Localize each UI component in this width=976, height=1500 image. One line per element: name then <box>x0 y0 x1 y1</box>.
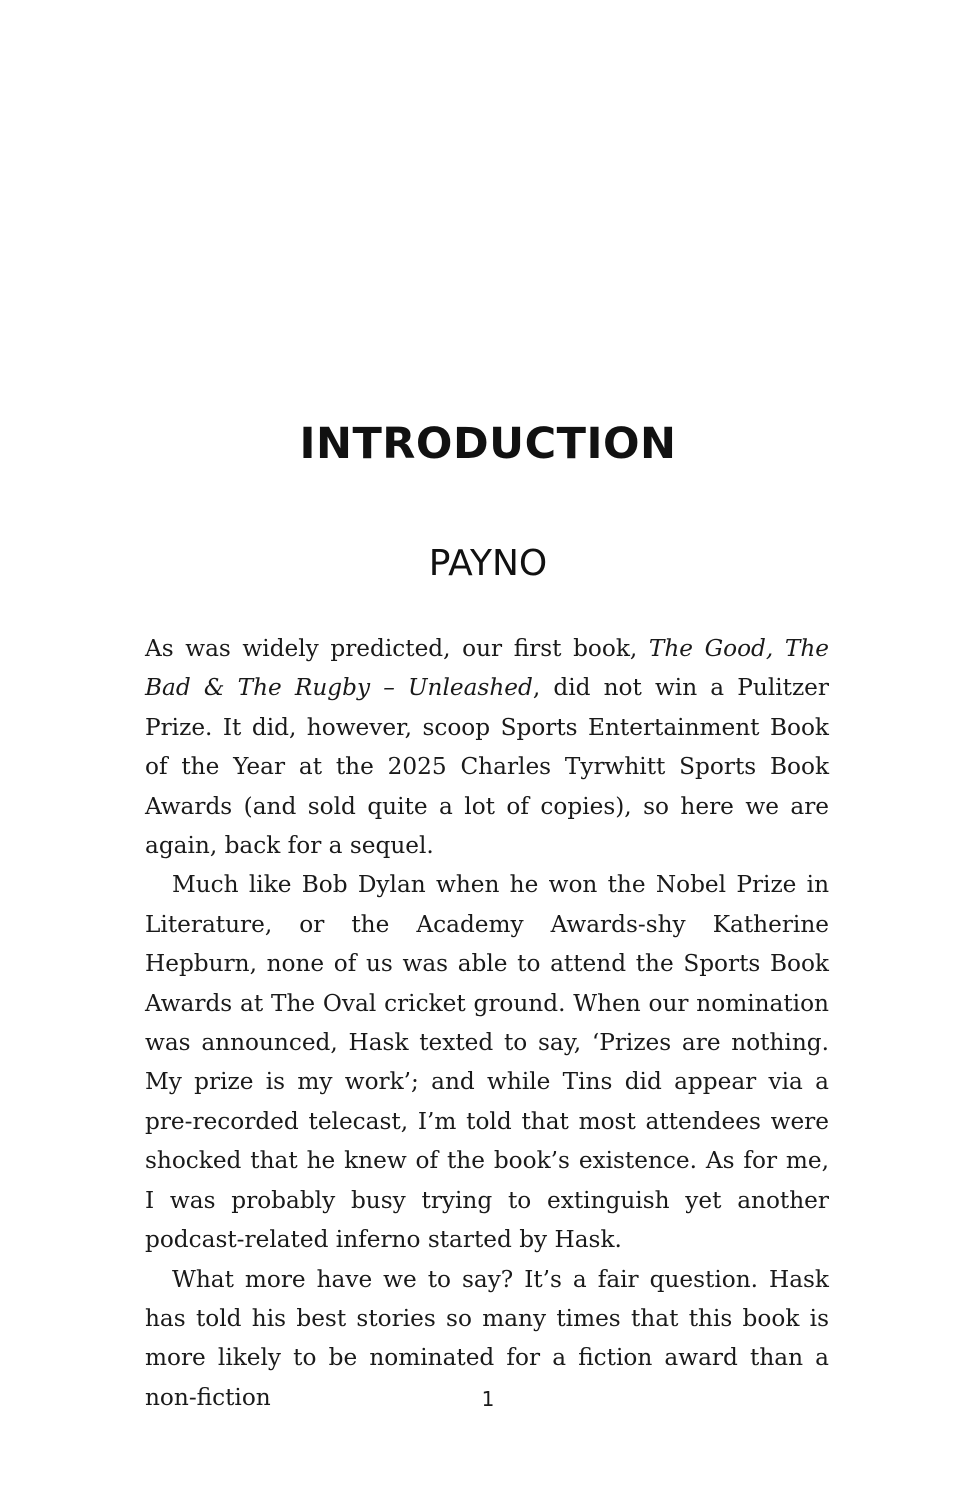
paragraph-1 <box>145 629 829 865</box>
book-title-italic: The Good, The Bad & The Rugby – Unleashed <box>145 635 829 702</box>
paragraph-segment: Much like Bob Dylan when he won the Nobel Prize in Literature, or the Academy Awards-shy Katherine Hepburn, none of us was able to attend the Sports Book Awards at The Oval cricket ground. When our nomination was announced, Hask texted to say, ‘Prizes are nothing. My prize is my work’; and while Tins did appear via a pre-recorded telecast, I’m told that most attendees were shocked that he knew of the book’s existence. As for me, I was probably busy trying to extinguish yet another podcast-related inferno started by Hask. <box>145 871 829 1254</box>
paragraph-segment: As was widely predicted, our first book, <box>145 635 649 662</box>
paragraph-segment: What more have we to say? It’s a fair question. Hask has told his best stories so many times that this book is more likely to be nominated for a fiction award than a non-fiction <box>145 1265 829 1411</box>
page-number: 1 <box>481 1387 495 1411</box>
section-title: PAYNO <box>428 543 548 584</box>
paragraph-2 <box>145 865 829 1259</box>
paragraph-segment: , did not win a Pulitzer Prize. It did, however, scoop Sports Entertainment Book of the Year at the 2025 Charles Tyrwhitt Sports Book Awards (and sold quite a lot of copies), so here we are again, back for a sequel. <box>145 674 829 860</box>
chapter-title: INTRODUCTION <box>299 419 677 469</box>
body-text <box>145 629 829 1417</box>
